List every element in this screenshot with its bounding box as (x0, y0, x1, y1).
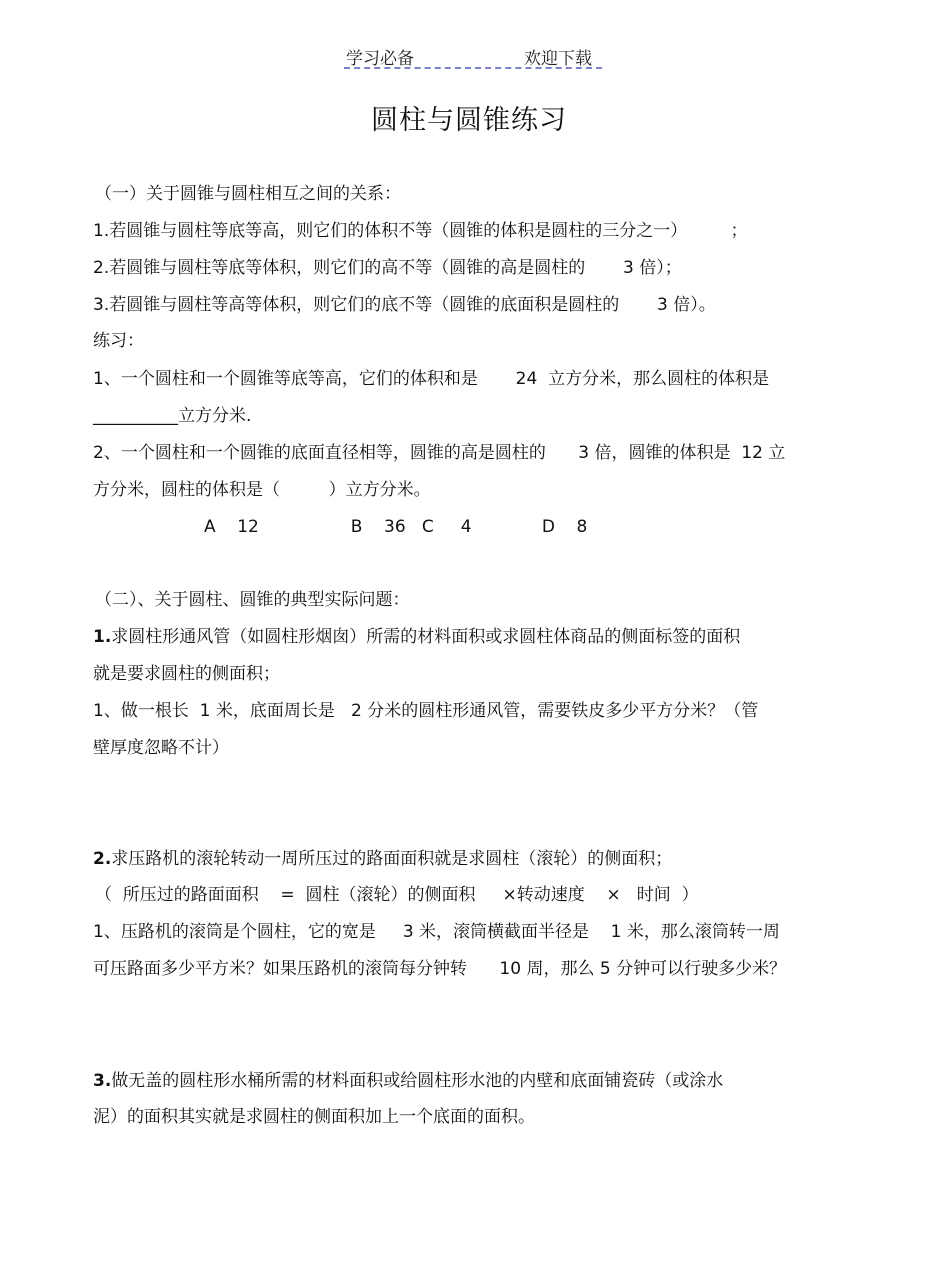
relation-item-3: 3.若圆锥与圆柱等高等体积，则它们的底不等（圆锥的底面积是圆柱的 3 倍）。 (93, 295, 716, 315)
topic-3-line-2: 泥）的面积其实就是求圆柱的侧面积加上一个底面的面积。 (93, 1107, 535, 1127)
topic-3-line-1 (93, 1070, 723, 1092)
header-left-text: 学习必备 (346, 49, 414, 69)
topic-2-question-line-2: 可压路面多少平方米？如果压路机的滚筒每分钟转 10 周，那么 5 分钟可以行驶多少米？ (93, 959, 787, 979)
topic-2-line-1 (93, 848, 672, 870)
topic-1-question-line-1: 1、做一根长 1 米，底面周长是 2 分米的圆柱形通风管，需要铁皮多少平方分米？（管 (93, 701, 759, 721)
topic-2-question-line-1: 1、压路机的滚筒是个圆柱，它的宽是 3 米，滚筒横截面半径是 1 米，那么滚筒转一周 (93, 922, 780, 942)
relation-item-1: 1.若圆锥与圆柱等底等高，则它们的体积不等（圆锥的体积是圆柱的三分之一） ； (93, 221, 748, 241)
topic-3-number: 3. (93, 1071, 112, 1091)
exercise-1-line-2: __________立方分米. (93, 406, 252, 426)
topic-1-line-2: 就是要求圆柱的侧面积； (93, 664, 280, 684)
page-title: 圆柱与圆锥练习 (371, 105, 567, 136)
topic-1-question-line-2: 壁厚度忽略不计） (93, 738, 229, 758)
topic-2-number: 2. (93, 849, 112, 869)
exercise-2-line-2: 方分米，圆柱的体积是（ ）立方分米。 (93, 480, 431, 500)
exercise-2-options: A 12 B 36 C 4 D 8 (204, 517, 588, 537)
exercise-2-line-1: 2、一个圆柱和一个圆锥的底面直径相等，圆锥的高是圆柱的 3 倍，圆锥的体积是 12 立 (93, 443, 786, 463)
header-right-text: 欢迎下载 (524, 49, 592, 69)
section-heading-1: （一）关于圆锥与圆柱相互之间的关系： (95, 184, 401, 204)
section-heading-2: （二）、关于圆柱、圆锥的典型实际问题： (95, 590, 410, 610)
exercise-1-line-1: 1、一个圆柱和一个圆锥等底等高，它们的体积和是 24 立方分米，那么圆柱的体积是 (93, 369, 770, 389)
exercise-label: 练习： (93, 331, 144, 351)
header-dashed-divider (344, 67, 602, 69)
relation-item-2: 2.若圆锥与圆柱等底等体积，则它们的高不等（圆锥的高是圆柱的 3 倍）； (93, 258, 682, 278)
topic-1-line-1 (93, 626, 740, 648)
topic-2-text: 求压路机的滚轮转动一周所压过的路面面积就是求圆柱（滚轮）的侧面积； (111, 849, 673, 869)
topic-1-number: 1. (93, 627, 112, 647)
topic-2-formula: （ 所压过的路面面积 = 圆柱（滚轮）的侧面积 ×转动速度 × 时间 ） (95, 885, 699, 905)
topic-3-text: 做无盖的圆柱形水桶所需的材料面积或给圆柱形水池的内壁和底面铺瓷砖（或涂水 (111, 1071, 724, 1091)
topic-1-text: 求圆柱形通风管（如圆柱形烟囱）所需的材料面积或求圆柱体商品的侧面标签的面积 (111, 627, 741, 647)
